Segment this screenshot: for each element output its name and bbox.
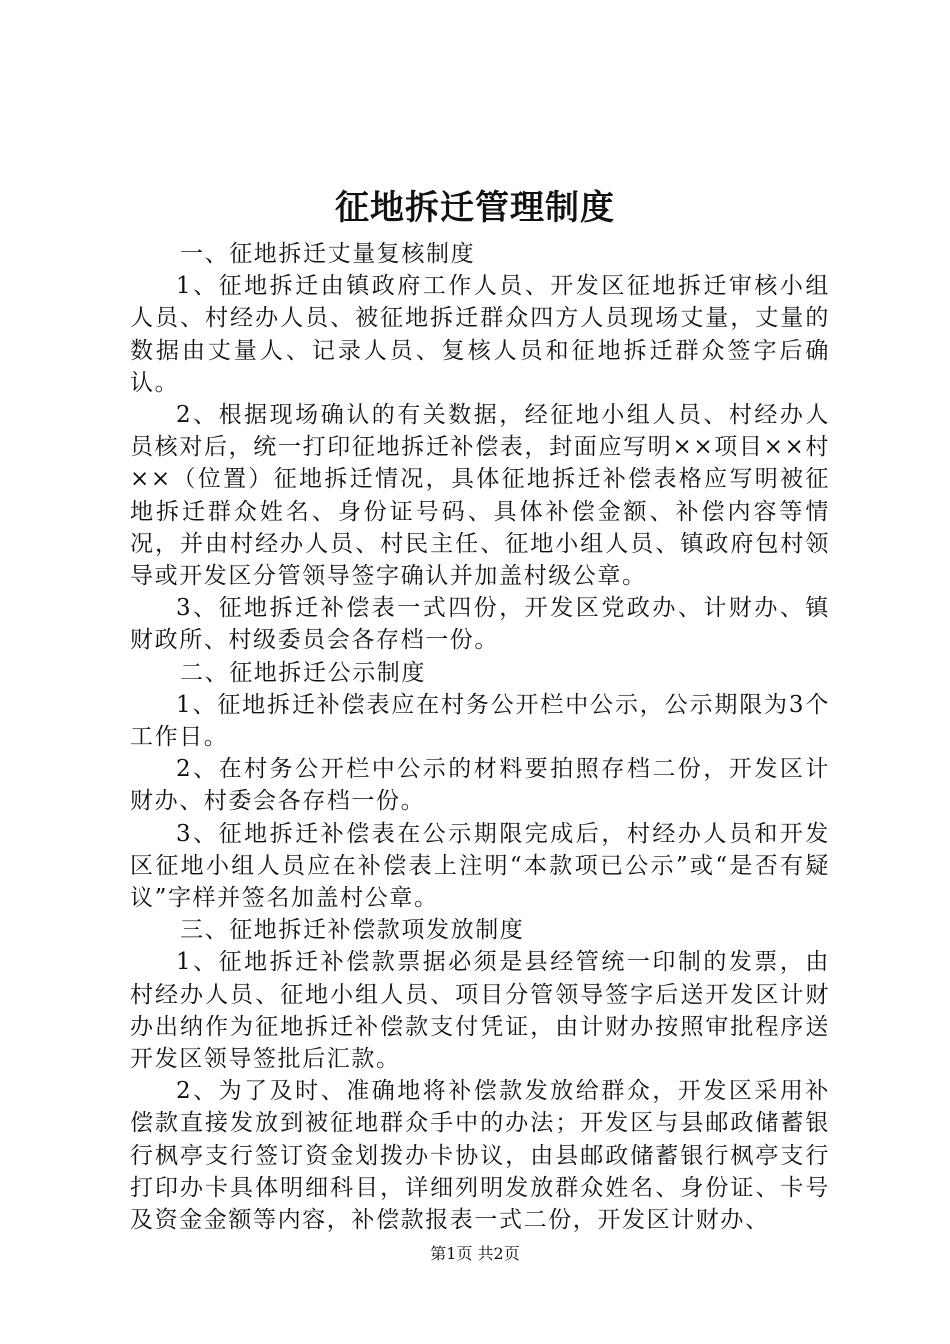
section-heading: 三、征地拆迁补偿款项发放制度 [180,917,525,944]
paragraph: 2、为了及时、准确地将补偿款发放给群众，开发区采用补偿款直接发放到被征地群众手中的办法；开发区与县邮政储蓄银行枫亭支行签订资金划拨办卡协议，由县邮政储蓄银行枫亭支行打印办卡具体明细科目，详细列明发放群众姓名、身份证、卡号及资金金额等内容，补偿款报表一式二份，开发区计财办、 [130,1078,830,1234]
section-heading: 二、征地拆迁公示制度 [180,659,426,686]
paragraph: 3、征地拆迁补偿表在公示期限完成后，村经办人员和开发区征地小组人员应在补偿表上注明“本款项已公示”或“是否有疑议”字样并签名加盖村公章。 [130,820,830,912]
document-title: 征地拆迁管理制度 [335,188,615,228]
paragraph: 1、征地拆迁补偿款票据必须是县经管统一印制的发票，由村经办人员、征地小组人员、项目分管领导签字后送开发区计财办出纳作为征地拆迁补偿款支付凭证，由计财办按照审批程序送开发区领导签批后汇款。 [130,949,830,1073]
paragraph: 1、征地拆迁由镇政府工作人员、开发区征地拆迁审核小组人员、村经办人员、被征地拆迁群众四方人员现场丈量，丈量的数据由丈量人、记录人员、复核人员和征地拆迁群众签字后确认。 [130,273,830,396]
section-heading: 一、征地拆迁丈量复核制度 [180,241,476,267]
document-body [130,238,830,1236]
page-footer: 第1页 共2页 [430,1244,520,1263]
paragraph: 1、征地拆迁补偿表应在村务公开栏中公示，公示期限为3个工作日。 [130,691,830,751]
paragraph: 2、根据现场确认的有关数据，经征地小组人员、村经办人员核对后，统一打印征地拆迁补偿表，封面应写明××项目××村××（位置）征地拆迁情况，具体征地拆迁补偿表格应写明被征地拆迁群众姓名、身份证号码、具体补偿金额、补偿内容等情况，并由村经办人员、村民主任、征地小组人员、镇政府包村领导或开发区分管领导签字确认并加盖村级公章。 [130,402,830,590]
paragraph: 2、在村务公开栏中公示的材料要拍照存档二份，开发区计财办、村委会各存档一份。 [130,756,830,815]
paragraph: 3、征地拆迁补偿表一式四份，开发区党政办、计财办、镇财政所、村级委员会各存档一份。 [130,595,830,654]
